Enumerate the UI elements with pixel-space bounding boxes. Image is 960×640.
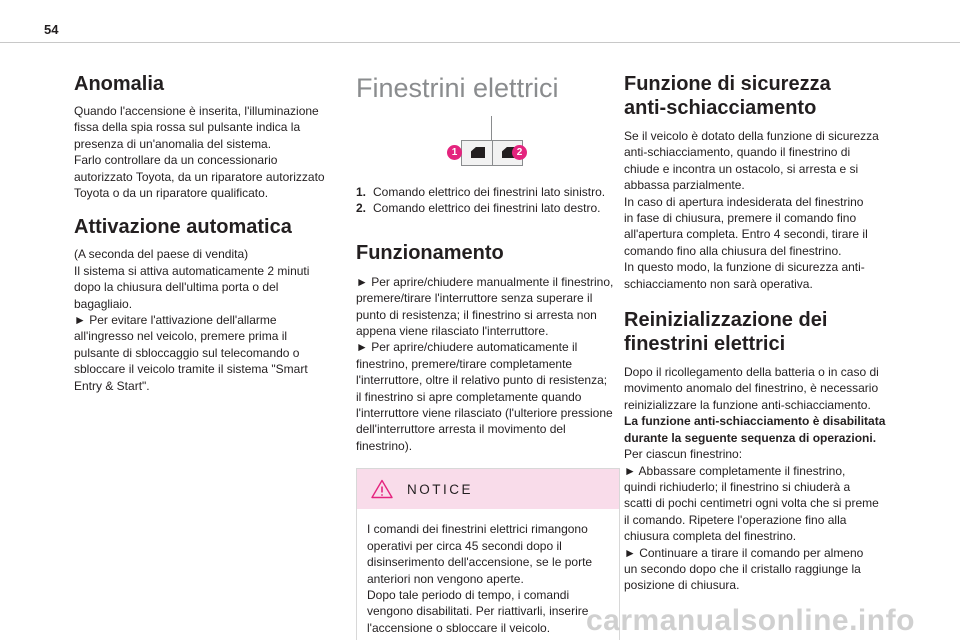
text-line: il comando. Ripetere l'operazione fino alla xyxy=(624,512,847,527)
text-line: l'accensione o sbloccare il veicolo. xyxy=(367,620,551,635)
text-line: ► Per aprire/chiudere manualmente il finestrino, xyxy=(356,274,614,289)
text-line: finestrino, premere/tirare completamente xyxy=(356,356,573,371)
window-switch-illustration xyxy=(356,116,620,172)
heading-reinizializzazione xyxy=(624,308,910,356)
text-line: La funzione anti-schiacciamento è disabilitata xyxy=(624,414,886,429)
text-line: comando fino alla chiusura del finestrino. xyxy=(624,243,842,258)
text-line: movimento anomalo del finestrino, è necessario xyxy=(624,381,879,396)
text-line: Reinizializzazione dei xyxy=(624,309,828,332)
text-line: anti-schiacciamento, quando il finestrino di xyxy=(624,145,851,160)
callout-badge-1: 1 xyxy=(447,145,462,160)
list-item xyxy=(356,184,620,200)
paragraph-reini-steps xyxy=(624,446,910,594)
chapter-title: Finestrini elettrici xyxy=(356,73,559,103)
heading-attivazione-automatica: Attivazione automatica xyxy=(74,216,292,239)
text-line: sbloccare il veicolo tramite il sistema "Smart xyxy=(74,362,308,377)
text-line: l'interruttore, oltre il relativo punto di resistenza; xyxy=(356,373,608,388)
text-line: Dopo il ricollegamento della batteria o in caso di xyxy=(624,365,879,380)
text-line: durante la seguente sequenza di operazioni. xyxy=(624,430,877,445)
warning-triangle-icon xyxy=(371,479,393,499)
text-line: autorizzato Toyota, da un riparatore autorizzato xyxy=(74,169,325,184)
text-line: finestrini elettrici xyxy=(624,333,786,356)
text-line: Dopo tale periodo di tempo, i comandi xyxy=(367,587,570,602)
numbered-list xyxy=(356,184,620,217)
text-line: posizione di chiusura. xyxy=(624,578,740,593)
text-line: all'ingresso nel veicolo, premere prima il xyxy=(74,329,288,344)
paragraph-reini-intro xyxy=(624,364,910,413)
text-line: presenza di un'anomalia del sistema. xyxy=(74,136,272,151)
text-line: anteriori non vengono aperte. xyxy=(367,571,524,586)
callout-badge-2: 2 xyxy=(512,145,527,160)
column-right xyxy=(624,72,910,594)
header-rule xyxy=(0,42,960,43)
text-line: anti-schiacciamento xyxy=(624,97,817,119)
text-line: chiusura completa del finestrino. xyxy=(624,529,797,544)
text-line: quindi richiuderlo; il finestrino si chiuderà a xyxy=(624,479,851,494)
text-line: un secondo dopo che il cristallo raggiunge la xyxy=(624,561,861,576)
notice-title: NOTICE xyxy=(407,481,474,497)
text-line: ► Per aprire/chiudere automaticamente il xyxy=(356,340,578,355)
text-line: reinizializzare la funzione anti-schiacciamento. xyxy=(624,397,871,412)
panel-tick xyxy=(491,116,492,140)
window-switch-icon xyxy=(471,147,485,158)
column-middle xyxy=(356,72,620,640)
heading-funzionamento: Funzionamento xyxy=(356,241,504,264)
notice-body xyxy=(357,509,619,640)
text-line: ► Continuare a tirare il comando per almeno xyxy=(624,545,864,560)
text-line: all'apertura completa. Entro 4 secondi, tirare il xyxy=(624,227,868,242)
paragraph-attivazione xyxy=(74,246,316,394)
text-line: bagagliaio. xyxy=(74,296,133,311)
text-line: chiude e incontra un ostacolo, si arresta e si xyxy=(624,161,859,176)
text-line: (A seconda del paese di vendita) xyxy=(74,247,249,262)
list-text: Comando elettrico dei finestrini lato sinistro. xyxy=(373,185,606,199)
text-line: Funzione di sicurezza xyxy=(624,73,831,95)
text-line: finestrino). xyxy=(356,438,413,453)
paragraph-reini-bold xyxy=(624,413,910,446)
text-line: scatti di pochi centimetri ogni volta che si preme xyxy=(624,496,879,511)
text-line: Farlo controllare da un concessionario xyxy=(74,153,278,168)
list-number: 2. xyxy=(356,201,367,216)
text-line: ► Abbassare completamente il finestrino, xyxy=(624,463,846,478)
text-line: dell'interruttore arresta il movimento del xyxy=(356,422,566,437)
text-line: in fase di chiusura, premere il comando fino xyxy=(624,211,857,226)
heading-sicurezza xyxy=(624,72,910,120)
text-line: il finestrino si apre completamente quando xyxy=(356,389,582,404)
text-line: pulsante di sbloccaggio sul telecomando o xyxy=(74,345,300,360)
text-line: Entry & Start". xyxy=(74,378,150,393)
text-line: In caso di apertura indesiderata del finestrino xyxy=(624,194,864,209)
text-line: disinserimento dell'accensione, se le porte xyxy=(367,555,593,570)
page-number: 54 xyxy=(44,22,59,37)
text-line: abbassa parzialmente. xyxy=(624,178,745,193)
text-line: Se il veicolo è dotato della funzione di sicurezza xyxy=(624,129,879,143)
text-line: appena viene rilasciato l'interruttore. xyxy=(356,324,549,339)
text-line: operativi per circa 45 secondi dopo il xyxy=(367,538,562,553)
text-line: Quando l'accensione è inserita, l'illuminazione xyxy=(74,104,319,118)
heading-anomalia: Anomalia xyxy=(74,73,165,95)
paragraph-reinizializzazione xyxy=(624,364,910,594)
text-line: fissa della spia rossa sul pulsante indica la xyxy=(74,120,301,135)
notice-header xyxy=(357,469,619,509)
text-line: I comandi dei finestrini elettrici rimangono xyxy=(367,522,588,537)
text-line: Per ciascun finestrino: xyxy=(624,447,743,462)
text-line: ► Per evitare l'attivazione dell'allarme xyxy=(74,313,277,328)
text-line: Il sistema si attiva automaticamente 2 minuti xyxy=(74,263,310,278)
text-line: dopo la chiusura dell'ultima porta o del xyxy=(74,280,279,295)
text-line: Toyota o da un riparatore qualificato. xyxy=(74,186,269,201)
text-line: In questo modo, la funzione di sicurezza anti- xyxy=(624,260,865,275)
notice-box xyxy=(356,468,620,640)
text-line: vengono disabilitati. Per riattivarli, inserire xyxy=(367,604,589,619)
list-text: Comando elettrico dei finestrini lato destro. xyxy=(373,201,601,216)
paragraph-sicurezza xyxy=(624,128,910,292)
list-number: 1. xyxy=(356,185,367,199)
paragraph-anomalia xyxy=(74,103,325,201)
switch-divider xyxy=(492,141,493,165)
list-item xyxy=(356,200,620,216)
watermark: carmanualsonline.info xyxy=(586,604,915,637)
column-left xyxy=(74,72,325,394)
text-line: premere/tirare l'interruttore senza superare il xyxy=(356,291,593,306)
text-line: punto di resistenza; il finestrino si arresta non xyxy=(356,307,597,322)
text-line: l'interruttore viene rilasciato (l'ulteriore pressione xyxy=(356,406,613,421)
text-line: schiacciamento non sarà operativa. xyxy=(624,276,813,291)
paragraph-funzionamento xyxy=(356,274,620,454)
